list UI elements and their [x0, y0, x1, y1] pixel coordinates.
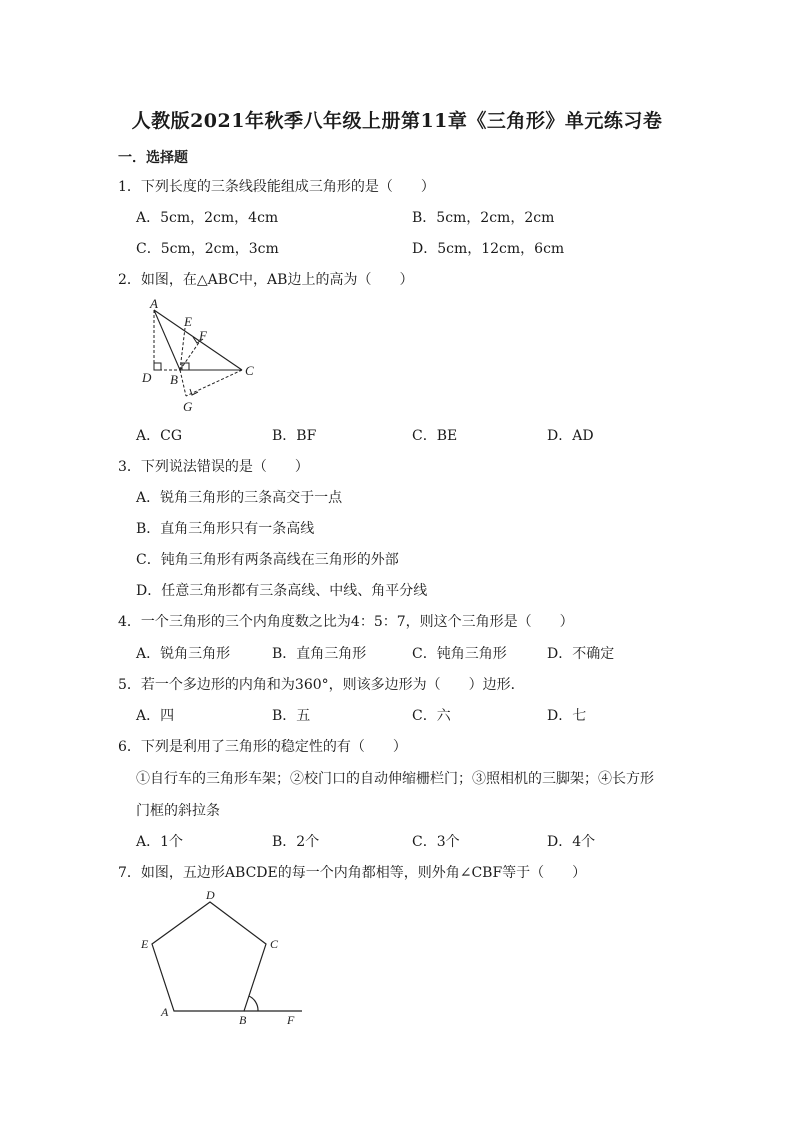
question-2-option-c: C．BE [412, 428, 458, 444]
question-6-option-b: B．2个 [272, 834, 320, 850]
question-5-option-b: B．五 [272, 708, 311, 724]
question-4-option-a: A．锐角三角形 [136, 646, 231, 662]
fig7-label-a: A [161, 1005, 169, 1019]
fig7-label-c: C [270, 937, 279, 951]
section-heading: 一．选择题 [118, 150, 188, 166]
question-2-option-b: B．BF [272, 428, 317, 444]
question-4-option-b: B．直角三角形 [272, 646, 367, 662]
question-6-body-line-1: ①自行车的三角形车架；②校门口的自动伸缩栅栏门；③照相机的三脚架；④长方形 [136, 771, 654, 787]
fig7-label-f: F [287, 1013, 295, 1027]
fig7-label-e: E [141, 937, 149, 951]
fig2-label-c: C [245, 363, 254, 378]
question-2-triangle-figure [130, 296, 270, 418]
page-title: 人教版2021年秋季八年级上册第11章《三角形》单元练习卷 [131, 110, 663, 132]
fig7-label-b: B [239, 1013, 247, 1027]
question-3-option-d: D．任意三角形都有三条高线、中线、角平分线 [136, 583, 428, 599]
fig2-label-f: F [199, 328, 207, 343]
question-2-stem: 2．如图，在△ABC中，AB边上的高为（ ） [118, 272, 414, 288]
question-4-option-c: C．钝角三角形 [412, 646, 507, 662]
question-3-option-c: C．钝角三角形有两条高线在三角形的外部 [136, 552, 399, 568]
question-6-option-d: D．4个 [547, 834, 596, 850]
question-2-option-d: D．AD [547, 428, 594, 444]
question-3-option-a: A．锐角三角形的三条高交于一点 [136, 490, 343, 506]
question-5-option-d: D．七 [547, 708, 587, 724]
fig2-label-g: G [183, 399, 193, 414]
question-6-body-line-2: 门框的斜拉条 [136, 803, 220, 819]
question-5-option-c: C．六 [412, 708, 451, 724]
question-5-option-a: A．四 [136, 708, 175, 724]
question-6-option-a: A．1个 [136, 834, 184, 850]
fig2-label-a: A [150, 296, 158, 311]
question-7-pentagon-figure [136, 890, 316, 1030]
fig2-label-d: D [142, 370, 152, 385]
question-1-stem: 1．下列长度的三条线段能组成三角形的是（ ） [118, 179, 435, 195]
question-1-option-d: D．5cm，12cm，6cm [412, 241, 565, 257]
question-3-option-b: B．直角三角形只有一条高线 [136, 521, 315, 537]
fig2-label-e: E [184, 314, 192, 329]
question-1-option-a: A．5cm，2cm，4cm [136, 210, 279, 226]
question-4-stem: 4．一个三角形的三个内角度数之比为4：5：7，则这个三角形是（ ） [118, 614, 574, 630]
fig7-label-d: D [206, 890, 215, 902]
question-4-option-d: D．不确定 [547, 646, 615, 662]
question-5-stem: 5．若一个多边形的内角和为360°，则该多边形为（ ）边形． [118, 677, 525, 693]
question-7-stem: 7．如图，五边形ABCDE的每一个内角都相等，则外角∠CBF等于（ ） [118, 865, 587, 881]
question-6-option-c: C．3个 [412, 834, 460, 850]
question-3-stem: 3．下列说法错误的是（ ） [118, 459, 309, 475]
question-1-option-c: C．5cm，2cm，3cm [136, 241, 279, 257]
fig2-label-b: B [170, 372, 178, 387]
question-1-option-b: B．5cm，2cm，2cm [412, 210, 555, 226]
question-6-stem: 6．下列是利用了三角形的稳定性的有（ ） [118, 739, 407, 755]
question-2-option-a: A．CG [136, 428, 183, 444]
